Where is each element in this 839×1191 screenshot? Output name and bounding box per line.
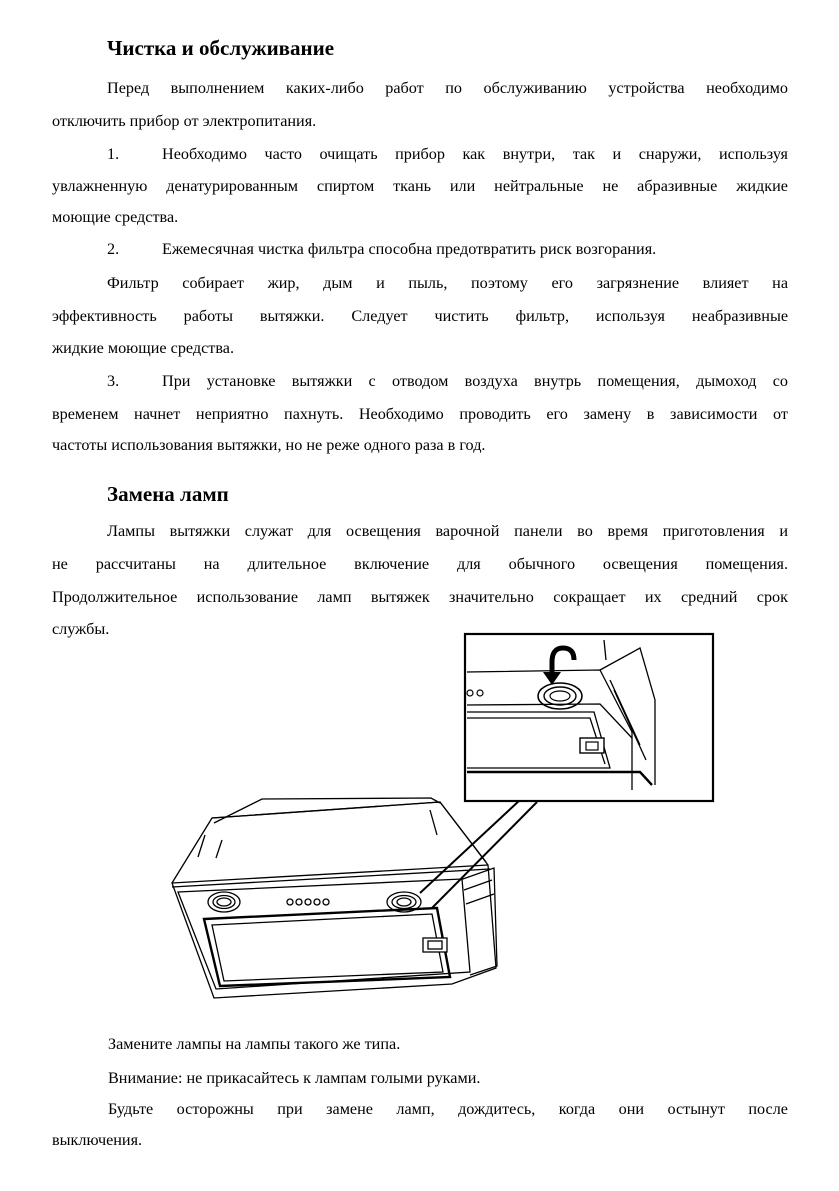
item-3-number: 3. xyxy=(107,372,120,390)
note-same-type: Замените лампы на лампы такого же типа. xyxy=(108,1035,401,1053)
section-title-lamps: Замена ламп xyxy=(107,482,229,506)
filter-line-2: эффективность работы вытяжки. Следует чистить фильтр, используя неабразивные xyxy=(52,307,788,325)
lamps-line-2: не рассчитаны на длительное включение для обычного освещения помещения. xyxy=(52,555,788,573)
item-1-line-1: Необходимо часто очищать прибор как внутри, так и снаружи, используя xyxy=(162,145,788,163)
item-3-line-3: частоты использования вытяжки, но не реже одного раза в год. xyxy=(52,436,486,454)
intro-line-2: отключить прибор от электропитания. xyxy=(52,112,317,130)
section-title-cleaning: Чистка и обслуживание xyxy=(107,36,335,60)
note-careful-line-1: Будьте осторожны при замене ламп, дождитесь, когда они остынут после xyxy=(108,1100,788,1118)
note-warning: Внимание: не прикасайтесь к лампам голыми руками. xyxy=(108,1069,481,1087)
item-2-number: 2. xyxy=(107,240,120,258)
lamps-line-3: Продолжительное использование ламп вытяжек значительно сокращает их средний срок xyxy=(52,588,788,606)
item-3-line-2: временем начнет неприятно пахнуть. Необходимо проводить его замену в зависимости от xyxy=(52,405,788,423)
item-1-line-2: увлажненную денатурированным спиртом ткань или нейтральные не абразивные жидкие xyxy=(52,177,788,195)
note-careful-line-2: выключения. xyxy=(52,1131,143,1149)
item-1-line-3: моющие средства. xyxy=(52,208,179,226)
item-1-number: 1. xyxy=(107,145,120,163)
filter-line-1: Фильтр собирает жир, дым и пыль, поэтому его загрязнение влияет на xyxy=(107,274,788,292)
lamps-line-4: службы. xyxy=(52,620,110,638)
item-2-line-1: Ежемесячная чистка фильтра способна предотвратить риск возгорания. xyxy=(162,240,657,258)
intro-line-1: Перед выполнением каких-либо работ по обслуживанию устройства необходимо xyxy=(107,79,788,97)
item-3-line-1: При установке вытяжки с отводом воздуха внутрь помещения, дымоход со xyxy=(162,372,788,390)
lamps-line-1: Лампы вытяжки служат для освещения варочной панели во время приготовления и xyxy=(107,522,788,540)
filter-line-3: жидкие моющие средства. xyxy=(52,339,235,357)
